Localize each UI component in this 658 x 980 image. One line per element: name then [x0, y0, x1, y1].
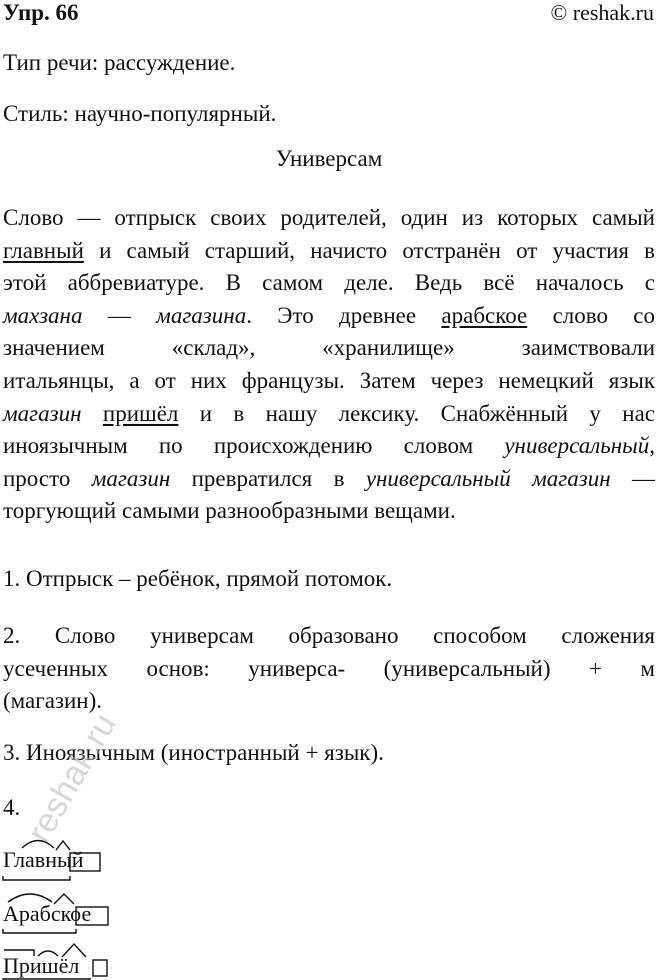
text-line-8: иноязычным по происхождению словом универсальный,	[3, 433, 655, 459]
underlined-word: арабское	[441, 302, 528, 328]
morph-word-1: Главный	[3, 847, 84, 872]
root-arc-icon	[38, 951, 58, 956]
watermark: reshak.ru	[20, 707, 124, 849]
style-line: Стиль: научно-популярный.	[3, 101, 277, 126]
copyright: © reshak.ru	[550, 0, 654, 25]
morph-word-2: Арабское	[3, 901, 92, 926]
prefix-mark-icon	[4, 950, 34, 956]
root-arc-icon	[8, 894, 52, 902]
answer-2-line-3: (магазин).	[3, 688, 103, 714]
root-arc-icon	[22, 841, 54, 849]
answer-2-line-2: усеченных основ: универса- (универсальный) + м	[3, 655, 655, 681]
base-bracket-icon	[3, 978, 90, 979]
base-bracket-icon	[3, 929, 76, 933]
text-line-6: итальянцы, а от них французы. Затем через немецкий язык	[3, 367, 655, 393]
ending-box-icon	[76, 907, 108, 925]
text-line-1: Слово — отпрыск своих родителей, один из которых самый	[3, 205, 655, 230]
answer-1: 1. Отпрыск – ребёнок, прямой потомок.	[3, 566, 393, 591]
morph-word-3: Пришёл	[3, 953, 80, 978]
underlined-word: пришёл	[102, 400, 179, 426]
answer-3: 3. Иноязычным (иностранный + язык).	[3, 740, 384, 765]
text-line-4: махзана — магазина. Это древнее арабское слово со	[3, 302, 656, 328]
suffix-mark-icon	[54, 894, 74, 904]
text-line-2: главный и самый старший, начисто отстранён от участия в	[3, 237, 655, 263]
answer-2-line-1: 2. Слово универсам образовано способом сложения	[3, 623, 655, 648]
text-line-9: просто магазин превратился в универсальный магазин —	[3, 465, 655, 491]
text-line-7: магазин пришёл и в нашу лексику. Снабжённый у нас	[3, 400, 655, 426]
answer-4: 4.	[3, 795, 21, 820]
text-line-3: этой аббревиатуре. В самом деле. Ведь всё началось с	[3, 270, 655, 296]
ending-box-icon	[93, 960, 107, 976]
suffix-mark-icon	[56, 841, 70, 850]
ending-box-icon	[70, 853, 100, 871]
text-line-10: торгующий самыми разнообразными вещами.	[3, 498, 456, 524]
text-title: Универсам	[275, 146, 383, 171]
exercise-number: Упр. 66	[3, 0, 79, 25]
text-line-5: значением «склад», «хранилище» заимствовали	[3, 335, 655, 361]
suffix-mark-icon	[62, 944, 86, 957]
base-bracket-icon	[3, 876, 70, 880]
speech-type: Тип речи: рассуждение.	[3, 50, 236, 75]
underlined-word: главный	[3, 237, 84, 263]
